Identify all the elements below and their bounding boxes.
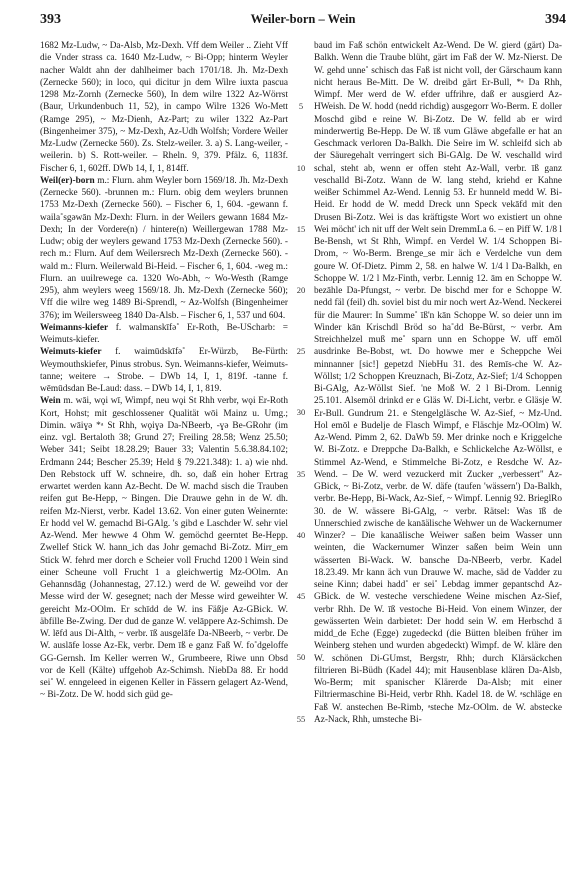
entry-lemma: Weimanns-kiefer [40, 322, 109, 333]
line-number: 10 [296, 163, 306, 173]
line-number: 50 [296, 652, 306, 662]
page-header [40, 10, 566, 32]
line-number: 30 [296, 407, 306, 417]
line-number: 25 [296, 346, 306, 356]
page-number-left: 393 [40, 12, 61, 27]
dictionary-entry [40, 346, 288, 395]
line-number-gutter [292, 40, 310, 860]
line-number: 45 [296, 591, 306, 601]
line-number: 55 [296, 714, 306, 724]
dictionary-entry [40, 322, 288, 347]
dictionary-entry [40, 175, 288, 322]
line-number: 40 [296, 530, 306, 540]
left-column [40, 40, 288, 702]
entry-lemma: Weil(er)-born [40, 175, 95, 186]
entry-lemma: Wein [40, 396, 61, 407]
line-number: 20 [296, 285, 306, 295]
entry-continuation: baud im Faß schön entwickelt Az-Wend. De W. gierd (gärt) Da-Balkh. Wenn die Traube blüht, gärt im Faß der W. Mz-Nierst. De W. gehd unne˚ schisch das Faß ist nicht voll, der Gärschaum kann nicht heraus Be-Mitt. De W. dreibd gärt Er-Bull, *ᵃ Da Rhh, Wimpf. Mer werd de W. efder uffrihre, daß er ausgierd Az-HWeish. De W. hodd (nedd richdig) ausgegorr Wo-Berm. E doller Moschd gibd e reine W. Bi-Zotz. De W. felld ab er wird minderwertig Be-Hepp. De W. īß vum Gläwe abgefalle er hat an Geschmack verloren Da-Balkh. Die Seire im W. schleifd sich ab der Säuregehalt verringert sich Bi-GAlg. De W. veschalld wird schal, steht ab, wenn er offen steht Az-Wall, verbr. īß ganz veschalld Bi-Zotz. Wann de W. lang stehd, kriehd er Kahne weißer Schimmel Az-Wend. Lennig 53. Er hunneld medd W. Bi-Heid. Er hodd de W. medd Dreck unn Speck vekāfd mit den Drusen Bi-Zotz. Wei is das kräftigste Wort wo existiert un ohne Wei möcht' ich nit uff der Welt sein DremmLa 6. – en Piff W. 1/8 l Be-Bensh, wt St Rhh, Wimpf. en Verdel W. 1/4 Schoppen Bi-Drom, ~ Wo-Berm. Brenge_se mir äch e Verdelche vun dem goure W. Of-Dietz. Pimm 2, 58. en halwe W. 1/4 l Da-Balkh, en Schoppe W. 1/2 l Mz-Finth, verbr. Lennig 12. ām en Schoppe W. bezāhle Da-Pfungst, ~ verbr. De bischd mer for e Schoppe W. nedd fäl (feil) dh. soviel bist du mir noch wert Az-Wend. Neckerei für die Maurer: In Summe˚ īß'n kān Schoppe W. so deier unn im Winder kān Krischdl Bröd so ha˚dd Be-Bürst, ~ verbr. Am Streichhelzel muß me˚ sparn unn en Schoppe W. uff emōl ausdrinke Be-Bobst, wt. Do howwe mer e Scheppche Wei minnanner [sic!] gepetzd NiebHu 31. des Remīs-che W. Az-Wöllst; 1/2 Schoppen Kreuznach, Bi-Zotz, Az-Sief; 1/4 Schoppen Bi-GAlg, Az-Wöllst Sief. 'ne Moß W. 2 l Bi-Drom. Lennig 25.101. Alsemöl drinkd er e Gläs W. Di-Licht, verbr. e Gläsje W. Er-Bull. Gundrum 21. e Stengelgläsche W. Az-Sief, ~ Mz-Und. Hol emōl e Budelje de Flasch Wimpf, e Fläschje Mz-OOlm) W. Az-Wend. Pimm 2, 62. DaWb 59. Mer drinke noch e Kriggelche W. Bi-Zotz. e Dreppche Da-Balkh, e Schlickelche Az-Wöllst, e Stimmel Az-Wend, e Stimmelche Bi-Zotz, e Resdche W. Az-Wend. – De W. werd vezuckerd mit Zucker „verbessert" Az-GBick, ~ Bi-Zotz, verbr. de W. däfe (taufen 'wässern') Da-Balkh, verbr. Be-Hepp, Bi-Wack, Az-Sief, ~ Wimpf. Lennig 92. BrieglRo 30. de W. wässere Bi-GAlg, ~ verbr. Rätsel: Was īß de Unnerschied zwische de kanāälische Wehwer un de Wackernumer Winzer? – Die kanaālische Weiwer saßen beim Wasser unn weinten, die Wackernumer Winzer saßen beim Wein unn wässerten Bi-Wack. W. bansche Da-NBeerb, verbr. Kadel 18.23.49. Mr kann äch vun Drauwe W. mache, säd de Vadder zu seine Kinn; dabei hadd˚ er sei˚ Lebdag immer gepantschd Az-GBick. de W. vesteche verschiedene Weine mischen Az-Sief, verbr Rhh. De W. īß vestoche Bi-Heid. Von einem Winzer, der gewässerten Wein darbietet: Der hodd sein W. em Herbschd ā midd_de Eche (Egge) zugedeckd (die Bütten bleiben früher im Weinberg stehen und wurden abgedeckt) Wimpf. de W. kläre den W. schönen Di-GUmst, Bergstr, Rhh; durch Klärsäckchen filtrieren Bi-Büdh (Kadel 44); mit Hausenblase klären Da-Alsb, Wo-Berm; mit spanischer Klärerde Da-Alsb; mit einer Filtriermaschine Bi-Heid, verbr Rhh. Kadel 18. de W. ᵃschläge en Faß W. anstechen Be-Rimb, ᵃsteche Mz-OOlm. de W. abstecke Az-Nack, Rhh, umsteche Bi- [314, 41, 562, 725]
entry-continuation: 1682 Mz-Ludw, ~ Da-Alsb, Mz-Dexh. Vff dem Weiler .. Zieht Vff die Vnder strass ca. 1640 Mz-Ludw, ~ Bi-Opp; hinterm Weyler nacher Waldt ahn der dahlheimer bach 1701/18. Jh. Mz-Dexh (Zernecke 560); in loco, qui dicitur jn dem Wilre iuxta pascua 1298 Mz-Zornh (Zernecke 560), In dem wilre 1322 Az-Wörrst (Baur, Urkundenbuch 11, 52), in campo Wilre 1326 Wo-Mett (Ramge 295), ~ Mz-Dienh, Az-Part; zu wiler 1322 Az-Part (Bingenheimer 375), ~ Mz-Dexh, Az-Udh Wolfsh; Vordere Weiler Mz-Ludw (Zernecke 560). Zs. Stelz-weiler. 3. a) S. Lang-weiler, -weilerin. b) S. Rott-weiler. – Rheln. 9, 379. Pfälz. 6, 1183f. Fischer 6, 1, 602ff. DWb 14, I, 1, 814ff. [40, 41, 288, 174]
entry-text: f. walmanskīfə˚ Er-Roth, Be-UScharb: = Weimuts-kiefer. [40, 322, 288, 345]
entry-text: f. waimūdskīfə˚ Er-Würzb, Be-Fürth: Weymouthskiefer, Pinus strobus. Syn. Weimanns-kiefer, Weimuts-tanne; weitere → Strobe. – DWb 14, I, 1, 819f. -tanne f. wēmūdsdan Be-Laud: dass. – DWb 14, I, 1, 819. [40, 347, 288, 394]
line-number: 35 [296, 469, 306, 479]
line-number: 5 [298, 101, 304, 111]
dictionary-entry [40, 395, 288, 701]
line-number: 15 [296, 224, 306, 234]
entry-text: m.: Flurn. ahm Weyler born 1569/18. Jh. Mz-Dexh (Zernecke 560). -brunnen m.: Flurn. obig dem weylers brunnen 1753 Mz-Dexh (Zernecke 560). – Fischer 6, 1, 604. -gewann f. waila˚sgəwān Mz-Dexh: Flurn. in der Weilers gewann 1684 Mz-Dexh; In der Vordere(n) / hintere(n) Weillergewan 1788 Mz-Ludw; obig der weylers gewand 1753 Mz-Dexh (Zernecke 560). -rech m.: Flurn. Auf dem Weilersrech Mz-Dexh (Zernecke 560). -wald m.: Flurn. Weilerwald Bi-Heid. – Fischer 6, 1, 604. -weg m.: Flurn. an uuilrewege ca. 1320 Wo-Abh, ~ Wo-Westh (Ramge 295), ahm weylers weeg 1569/18. Jh. Mz-Dexh (Zernecke 560); Vff die wilre weg 1489 Bi-Sprendl, ~ Az-Wolfsh (Bingenheimer 376); im Weilersweeg 1840 Da-Alsb. – Fischer 6, 1, 537 und 604. [40, 175, 288, 321]
page-number-right: 394 [545, 12, 566, 27]
running-head: Weiler-born – Wein [250, 12, 356, 26]
entry-lemma: Weimuts-kiefer [40, 347, 102, 358]
entry-text: m. wāi, wǫi wī, Wimpf, neu wǫi St Rhh verbr, wǫi Er-Roth Kort, Hohst; mit geschlossener Qualität wōi Mainz u. Umg.; Dimin. wāiɣə *ᵃ St Rhh, wǫiɣə Da-NBeerb, -ɣə Be-GRohr (im einz. vgl. Bertaloth 38; Grund 27; Freiling 28.58; Wenz 25.50; Weber 341; Seibt 18.28.29; Bauer 33; Valentin 5.6.38.84.102; Erdmann 244; Bescher 25.39; Held § 79.221.348): 1. a) wie nhd. Den Rebstock uff W. schneire, dh. so, daß ein hoher Ertrag erwartet werden kann Az-Becht. De W. machd sisch die Trauben reifen gut Be-Hepp, ~ Bingen. Die Drauwe gehn in de W. dh. reifen Mz-Nierst, verbr. Kadel 13.62. Von einer guten Weinernte: Er hodd vel W. gemachd Bi-GAlg. 's gibd e Laschder W. sehr viel Az-Wend. Mer hewwe 4 Ohm W. gemöchd geerntet Be-Hepp. Zwellef Stick W. hann_ich das Johr gemachd Bi-Zotz. Mirr_em Stick W. fehrd mer dorch e Scheier voll Fruchd 1200 l Wein sind einer Scheune voll Frucht 1 a gleichwertig Mz-OOlm. An Gehannsdāg (Johannestag, 27.12.) werd de W. geweihd vor der Messe wird der W. gesegnet; nach der Messe wird geweihter W. gereicht Mz-OOlm. Er schīdd de W. ins Fäßje Az-GBick. W. äbfille Be-Zwing. Der dud de ganze W. velāppere Az-Schimsh. De W. lēfd aus Di-Alth, ~ verbr. īß ausgelāfe Da-NBeerb, ~ verbr. De W. auslāfe losse Az-Ek, verbr. Dem īß e ganz Faß W. fo˚dgeloffe GG-Gernsh. Im Keller werren W., Grumbeere, Riwe unn Obsd vor de Kell (Kälte) uffgehob Az-Schimsh. NiebDa 88. Er hodd sei˚ W. enngeleed in eigenen Keller in Fässern gelagert Az-Wend, ~ Bi-Zotz. De W. hodd sich güd ge- [40, 396, 288, 701]
right-column [314, 40, 562, 726]
